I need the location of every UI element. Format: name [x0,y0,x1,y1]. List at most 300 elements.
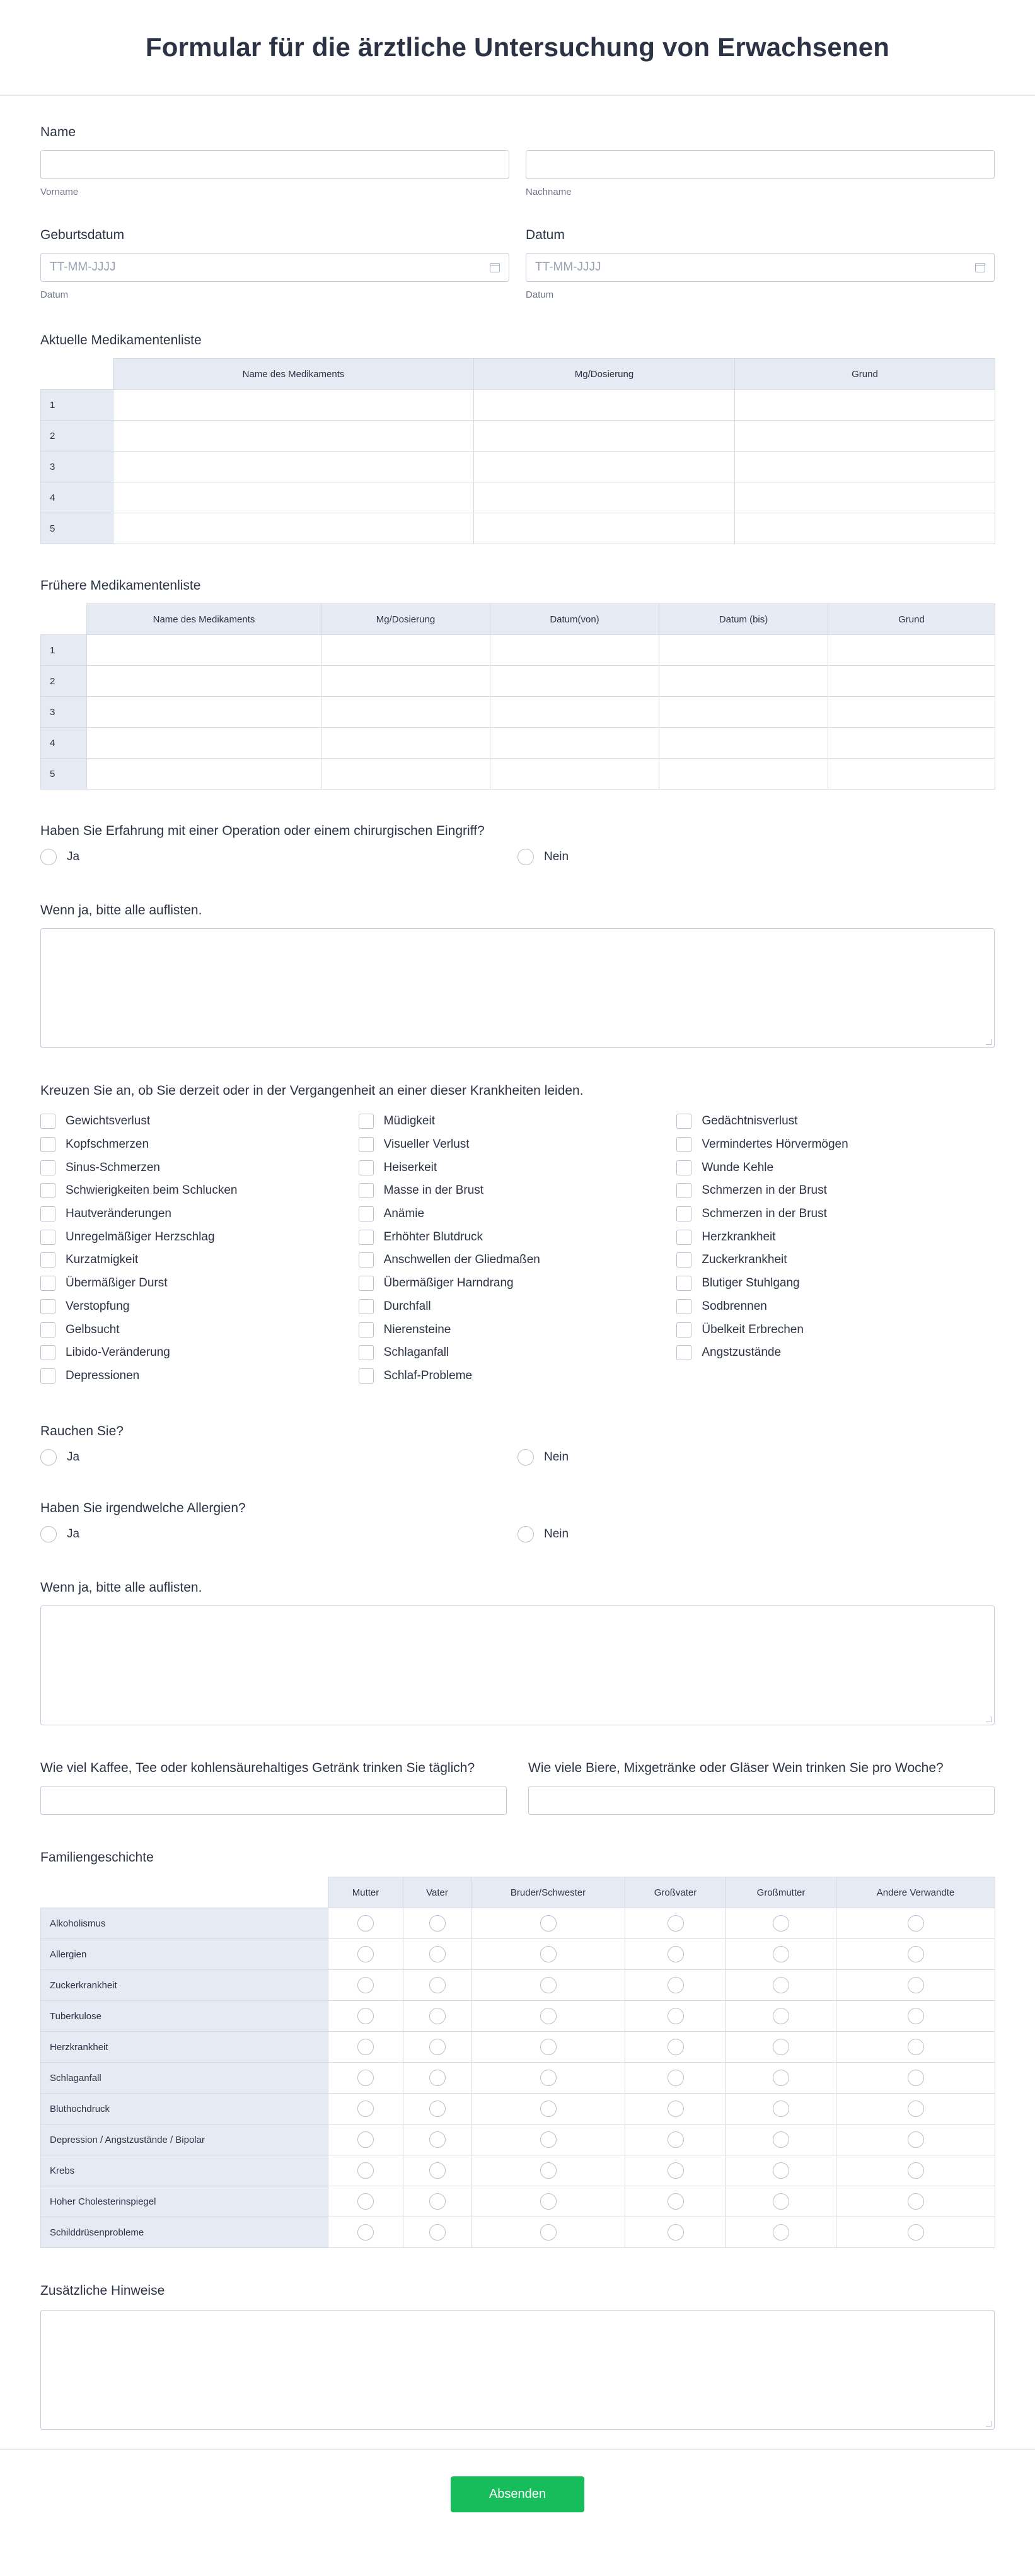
table-cell-input[interactable] [113,452,474,482]
checkbox[interactable] [359,1206,374,1221]
condition-option[interactable] [676,1110,995,1133]
radio-circle[interactable] [668,1977,684,1993]
table-cell-input[interactable] [87,635,321,666]
matrix-cell [471,2217,625,2248]
name-question [40,96,995,197]
conditions-column-3 [676,1110,995,1387]
radio-circle[interactable] [908,1915,924,1932]
checkbox[interactable] [40,1137,55,1152]
column-header: Datum(von) [490,604,659,635]
radio-circle[interactable] [668,2224,684,2241]
condition-option[interactable] [359,1203,677,1226]
checkbox[interactable] [676,1137,691,1152]
condition-label: Vermindertes Hörvermögen [702,1138,848,1151]
coffee-input[interactable] [40,1786,507,1815]
radio-circle[interactable] [668,1915,684,1932]
last-name-input[interactable] [526,150,995,179]
condition-option[interactable] [40,1272,359,1295]
past-medications-table [40,603,995,790]
table-cell-input[interactable] [321,728,490,759]
date-sublabel: Datum [526,289,554,300]
table-cell-input[interactable] [474,482,735,513]
condition-option[interactable] [40,1318,359,1341]
checkbox[interactable] [40,1183,55,1198]
condition-option[interactable] [676,1133,995,1157]
condition-label: Depressionen [66,1368,140,1382]
condition-option[interactable] [40,1203,359,1226]
form-body [0,96,1035,2430]
condition-label: Übelkeit Erbrechen [702,1322,804,1336]
matrix-cell [471,2094,625,2124]
table-cell-input[interactable] [659,728,828,759]
matrix-cell [726,2155,836,2186]
radio-circle[interactable] [518,849,534,865]
radio-circle[interactable] [773,2224,789,2241]
table-cell-input[interactable] [828,666,995,697]
checkbox[interactable] [40,1345,55,1360]
condition-option[interactable] [676,1249,995,1272]
condition-option[interactable] [676,1203,995,1226]
radio-circle[interactable] [668,2131,684,2148]
column-header: Mutter [328,1877,403,1908]
radio-circle[interactable] [908,2162,924,2179]
radio-circle[interactable] [908,2131,924,2148]
surgery-no-label: Nein [544,850,569,863]
radio-circle[interactable] [668,2193,684,2210]
condition-label: Übermäßiger Durst [66,1276,168,1290]
table-cell-input[interactable] [474,452,735,482]
row-label: Tuberkulose [41,2001,328,2032]
checkbox[interactable] [40,1230,55,1245]
condition-option[interactable] [40,1249,359,1272]
radio-circle[interactable] [429,1946,446,1962]
condition-option[interactable] [359,1365,677,1388]
table-cell-input[interactable] [474,421,735,452]
condition-option[interactable] [359,1156,677,1179]
column-header: Vater [403,1877,471,1908]
checkbox[interactable] [359,1114,374,1129]
condition-option[interactable] [40,1156,359,1179]
table-cell-input[interactable] [113,482,474,513]
radio-circle[interactable] [668,1946,684,1962]
radio-circle[interactable] [668,2039,684,2055]
table-cell-input[interactable] [828,635,995,666]
matrix-cell [726,2217,836,2248]
radio-circle[interactable] [668,2162,684,2179]
radio-circle[interactable] [429,2193,446,2210]
allergies-label: Haben Sie irgendwelche Allergien? [40,1501,246,1516]
matrix-cell [726,2094,836,2124]
submit-button[interactable]: Absenden [451,2476,584,2512]
condition-label: Kopfschmerzen [66,1138,149,1151]
condition-option[interactable] [676,1341,995,1365]
table-row [41,2155,995,2186]
birthdate-label: Geburtsdatum [40,228,125,242]
condition-option[interactable] [40,1110,359,1133]
radio-circle[interactable] [908,2070,924,2086]
condition-option[interactable] [40,1365,359,1388]
smoking-yes-option[interactable] [40,1449,518,1466]
allergies-yes-option[interactable] [40,1526,518,1542]
radio-circle[interactable] [429,1977,446,1993]
row-number: 3 [41,452,113,482]
radio-circle[interactable] [773,2008,789,2024]
surgery-list-textarea[interactable] [40,928,995,1048]
row-number: 3 [41,697,87,728]
condition-option[interactable] [40,1179,359,1203]
matrix-cell [403,2124,471,2155]
radio-circle[interactable] [908,1946,924,1962]
radio-circle[interactable] [773,2101,789,2117]
radio-circle[interactable] [908,2101,924,2117]
checkbox[interactable] [40,1299,55,1314]
table-row [41,452,995,482]
table-cell-input[interactable] [87,666,321,697]
first-name-input[interactable] [40,150,509,179]
table-cell-input[interactable] [735,421,995,452]
row-number: 4 [41,728,87,759]
condition-option[interactable] [40,1295,359,1319]
checkbox[interactable] [359,1183,374,1198]
notes-textarea[interactable] [40,2310,995,2430]
radio-circle[interactable] [908,2193,924,2210]
condition-option[interactable] [359,1249,677,1272]
condition-label: Durchfall [383,1299,431,1313]
table-row [41,1970,995,2001]
last-name-sublabel: Nachname [526,187,572,197]
table-row [41,2094,995,2124]
matrix-cell [471,2001,625,2032]
radio-circle[interactable] [908,2224,924,2241]
table-cell-input[interactable] [659,759,828,790]
current-medications-question [40,333,995,544]
radio-circle[interactable] [429,2101,446,2117]
table-cell-input[interactable] [828,697,995,728]
checkbox[interactable] [359,1299,374,1314]
condition-option[interactable] [359,1272,677,1295]
radio-circle[interactable] [357,2101,374,2117]
condition-label: Sodbrennen [702,1299,767,1313]
condition-label: Libido-Veränderung [66,1346,170,1360]
matrix-cell [625,1970,726,2001]
table-cell-input[interactable] [659,697,828,728]
matrix-cell [328,2124,403,2155]
radio-circle[interactable] [773,2193,789,2210]
radio-circle[interactable] [773,1915,789,1932]
condition-label: Wunde Kehle [702,1160,774,1174]
condition-option[interactable] [676,1225,995,1249]
date-placeholder: TT-MM-JJJJ [535,260,601,274]
table-cell-input[interactable] [321,697,490,728]
matrix-cell [726,1970,836,2001]
calendar-icon[interactable] [975,263,985,272]
radio-circle[interactable] [540,1946,557,1962]
radio-circle[interactable] [429,1915,446,1932]
table-cell-input[interactable] [321,759,490,790]
checkbox[interactable] [359,1160,374,1175]
radio-circle[interactable] [357,2131,374,2148]
radio-circle[interactable] [540,2070,557,2086]
radio-circle[interactable] [773,1946,789,1962]
checkbox[interactable] [40,1368,55,1384]
matrix-cell [625,2094,726,2124]
checkbox[interactable] [40,1114,55,1129]
table-cell-input[interactable] [490,759,659,790]
date-input[interactable] [526,253,995,282]
checkbox[interactable] [676,1183,691,1198]
checkbox[interactable] [40,1322,55,1338]
radio-circle[interactable] [429,2224,446,2241]
table-row [41,513,995,544]
date-label: Datum [526,228,565,242]
table-cell-input[interactable] [828,759,995,790]
checkbox[interactable] [676,1276,691,1291]
radio-circle[interactable] [357,2224,374,2241]
condition-label: Visueller Verlust [383,1138,470,1151]
checkbox[interactable] [359,1230,374,1245]
condition-option[interactable] [359,1110,677,1133]
table-cell-input[interactable] [87,759,321,790]
radio-circle[interactable] [668,2008,684,2024]
matrix-cell [625,2217,726,2248]
allergies-no-label: Nein [544,1527,569,1541]
table-cell-input[interactable] [113,390,474,421]
surgery-yes-option[interactable] [40,849,518,865]
radio-circle[interactable] [540,2008,557,2024]
radio-circle[interactable] [540,2131,557,2148]
table-row [41,697,995,728]
condition-label: Heiserkeit [383,1160,437,1174]
radio-circle[interactable] [357,1977,374,1993]
condition-option[interactable] [40,1341,359,1365]
radio-circle[interactable] [429,2008,446,2024]
checkbox[interactable] [676,1299,691,1314]
allergies-question [40,1501,995,1542]
table-cell-input[interactable] [321,666,490,697]
row-label: Herzkrankheit [41,2032,328,2063]
coffee-label: Wie viel Kaffee, Tee oder kohlensäurehaltiges Getränk trinken Sie täglich? [40,1761,475,1776]
row-label: Hoher Cholesterinspiegel [41,2186,328,2217]
alcohol-label: Wie viele Biere, Mixgetränke oder Gläser Wein trinken Sie pro Woche? [528,1761,944,1776]
matrix-cell [726,1908,836,1939]
checkbox[interactable] [40,1160,55,1175]
checkbox[interactable] [359,1137,374,1152]
condition-option[interactable] [676,1179,995,1203]
condition-label: Erhöhter Blutdruck [383,1230,483,1244]
row-label: Depression / Angstzustände / Bipolar [41,2124,328,2155]
radio-circle[interactable] [518,1449,534,1466]
radio-circle[interactable] [357,2162,374,2179]
matrix-cell [328,1939,403,1970]
checkbox[interactable] [676,1160,691,1175]
alcohol-input[interactable] [528,1786,995,1815]
matrix-cell [328,2186,403,2217]
matrix-cell [726,2063,836,2094]
column-header: Mg/Dosierung [474,359,735,390]
checkbox[interactable] [359,1276,374,1291]
column-header: Datum (bis) [659,604,828,635]
radio-circle[interactable] [429,2162,446,2179]
past-medications-label: Frühere Medikamentenliste [40,578,201,593]
table-cell-input[interactable] [735,513,995,544]
table-cell-input[interactable] [735,452,995,482]
matrix-cell [836,2124,995,2155]
surgery-label: Haben Sie Erfahrung mit einer Operation oder einem chirurgischen Eingriff? [40,824,485,838]
checkbox[interactable] [676,1114,691,1129]
condition-label: Herzkrankheit [702,1230,776,1244]
column-header: Grund [735,359,995,390]
table-cell-input[interactable] [490,635,659,666]
matrix-cell [836,1908,995,1939]
matrix-cell [836,2032,995,2063]
table-cell-input[interactable] [87,697,321,728]
radio-circle[interactable] [540,2224,557,2241]
condition-label: Nierensteine [383,1322,451,1336]
allergies-list-textarea[interactable] [40,1606,995,1725]
condition-label: Sinus-Schmerzen [66,1160,160,1174]
allergies-no-option[interactable] [518,1526,995,1542]
checkbox[interactable] [676,1322,691,1338]
matrix-cell [726,1939,836,1970]
checkbox[interactable] [676,1345,691,1360]
checkbox[interactable] [676,1230,691,1245]
checkbox[interactable] [40,1206,55,1221]
row-number: 2 [41,421,113,452]
checkbox[interactable] [359,1252,374,1268]
condition-option[interactable] [359,1133,677,1157]
radio-circle[interactable] [540,1915,557,1932]
condition-label: Anämie [383,1207,425,1221]
table-cell-input[interactable] [490,728,659,759]
radio-circle[interactable] [429,2070,446,2086]
table-cell-input[interactable] [474,390,735,421]
condition-option[interactable] [40,1133,359,1157]
radio-circle[interactable] [357,2039,374,2055]
radio-circle[interactable] [518,1526,534,1542]
radio-circle[interactable] [540,2039,557,2055]
checkbox[interactable] [359,1345,374,1360]
surgery-yes-label: Ja [67,850,80,863]
table-row [41,2063,995,2094]
matrix-cell [625,2155,726,2186]
radio-circle[interactable] [773,2070,789,2086]
matrix-cell [328,2155,403,2186]
column-header: Großmutter [726,1877,836,1908]
birthdate-input[interactable] [40,253,509,282]
radio-circle[interactable] [357,2070,374,2086]
calendar-icon[interactable] [490,263,500,272]
radio-circle[interactable] [773,1977,789,1993]
radio-circle[interactable] [429,2131,446,2148]
matrix-cell [471,2063,625,2094]
radio-circle[interactable] [773,2162,789,2179]
surgery-no-option[interactable] [518,849,995,865]
radio-circle[interactable] [357,1946,374,1962]
matrix-cell [403,2186,471,2217]
radio-circle[interactable] [908,1977,924,1993]
surgery-list-question [40,903,995,1048]
checkbox[interactable] [676,1206,691,1221]
table-cell-input[interactable] [474,513,735,544]
matrix-cell [328,2217,403,2248]
radio-circle[interactable] [668,2101,684,2117]
condition-option[interactable] [359,1318,677,1341]
smoking-no-option[interactable] [518,1449,995,1466]
radio-circle[interactable] [540,2162,557,2179]
table-cell-input[interactable] [659,666,828,697]
table-cell-input[interactable] [113,421,474,452]
table-row [41,635,995,666]
table-cell-input[interactable] [113,513,474,544]
condition-option[interactable] [359,1341,677,1365]
condition-option[interactable] [359,1295,677,1319]
family-history-table [40,1877,995,2248]
condition-label: Schmerzen in der Brust [702,1207,827,1221]
radio-circle[interactable] [773,2039,789,2055]
condition-option[interactable] [676,1156,995,1179]
conditions-question [40,1083,995,1387]
checkbox[interactable] [359,1368,374,1384]
condition-option[interactable] [359,1179,677,1203]
radio-circle[interactable] [40,849,57,865]
table-cell-input[interactable] [321,635,490,666]
past-medications-question [40,578,995,790]
matrix-cell [625,1908,726,1939]
matrix-cell [625,1939,726,1970]
table-cell-input[interactable] [735,482,995,513]
radio-circle[interactable] [668,2070,684,2086]
condition-option[interactable] [676,1295,995,1319]
radio-circle[interactable] [540,1977,557,1993]
radio-circle[interactable] [429,2039,446,2055]
name-label: Name [40,125,76,139]
matrix-cell [625,2186,726,2217]
radio-circle[interactable] [540,2101,557,2117]
radio-circle[interactable] [357,2193,374,2210]
matrix-cell [726,2001,836,2032]
table-row [41,421,995,452]
radio-circle[interactable] [357,1915,374,1932]
condition-option[interactable] [40,1225,359,1249]
radio-circle[interactable] [773,2131,789,2148]
table-cell-input[interactable] [490,666,659,697]
row-label: Schilddrüsenprobleme [41,2217,328,2248]
radio-circle[interactable] [540,2193,557,2210]
condition-option[interactable] [676,1272,995,1295]
table-cell-input[interactable] [735,390,995,421]
matrix-cell [403,1939,471,1970]
radio-circle[interactable] [908,2008,924,2024]
checkbox[interactable] [359,1322,374,1338]
table-cell-input[interactable] [490,697,659,728]
radio-circle[interactable] [908,2039,924,2055]
table-cell-input[interactable] [87,728,321,759]
checkbox[interactable] [676,1252,691,1268]
radio-circle[interactable] [357,2008,374,2024]
column-header: Andere Verwandte [836,1877,995,1908]
radio-circle[interactable] [40,1526,57,1542]
matrix-cell [328,1908,403,1939]
table-cell-input[interactable] [828,728,995,759]
checkbox[interactable] [40,1276,55,1291]
radio-circle[interactable] [40,1449,57,1466]
checkbox[interactable] [40,1252,55,1268]
table-cell-input[interactable] [659,635,828,666]
birthdate-placeholder: TT-MM-JJJJ [50,260,116,274]
column-header: Name des Medikaments [113,359,474,390]
condition-option[interactable] [359,1225,677,1249]
condition-option[interactable] [676,1318,995,1341]
